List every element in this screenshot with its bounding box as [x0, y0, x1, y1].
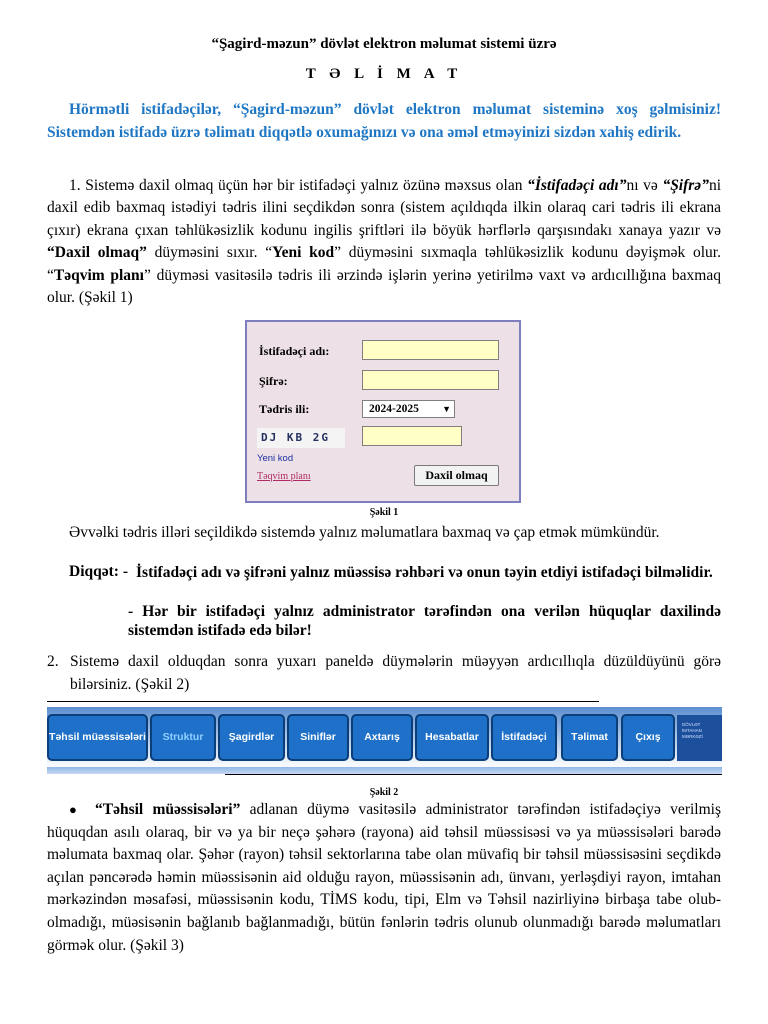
calendar-plan-link[interactable]: Təqvim planı — [257, 471, 311, 482]
nav-panel-figure — [47, 707, 722, 774]
document-title: “Şagird-məzun” dövlət elektron məlumat sistemi üzrə — [211, 36, 557, 52]
step-2-text: Sistemə daxil olduqdan sonra yuxarı paneldə düymələrin müəyyən ardıcıllıqla düzüldüyünü görə bilərsiniz. (Şəkil 2) — [70, 653, 721, 693]
para1-text-6: ” düyməsi vasitəsilə tədris ili ərzində işlərin yerinə yetirilmə vaxt və ardıcıllığına baxmaq olur. (Şəkil 1) — [47, 266, 721, 307]
new-code-link[interactable]: Yeni kod — [257, 453, 294, 464]
nav-button-structure[interactable]: Struktur — [150, 714, 216, 761]
figure-2-caption: Şəkil 2 — [369, 787, 399, 798]
previous-years-paragraph: Əvvəlki tədris illəri seçildikdə sistemdə yalnız məlumatlara baxmaq və çap etmək mümkündür. — [69, 524, 660, 541]
nav-button-education-institutions[interactable]: Təhsil müəssisələri — [47, 714, 148, 761]
figure-1-caption: Şəkil 1 — [369, 507, 399, 518]
password-input[interactable] — [362, 370, 499, 390]
para1-username-term: “İstifadəçi adı” — [527, 177, 627, 194]
para1-text-1: 1. Sistemə daxil olmaq üçün hər bir istifadəçi yalnız özünə məxsus olan — [69, 177, 528, 194]
login-form-figure — [245, 320, 521, 503]
nav-button-user[interactable]: İstifadəçi — [491, 714, 557, 761]
school-year-value: 2024-2025 — [369, 403, 419, 415]
nav-button-reports[interactable]: Hesabatlar — [415, 714, 489, 761]
document-subtitle: T Ə L İ M A T — [305, 66, 463, 82]
instruction-paragraph-1 — [47, 175, 721, 309]
para1-password-term: “Şifrə” — [662, 177, 709, 194]
para1-calendar-term: Təqvim planı — [53, 266, 144, 284]
bullet-paragraph-institutions — [47, 799, 721, 957]
username-label: İstifadəçi adı: — [259, 344, 330, 358]
bullet-body: adlanan düymə vasitəsilə administrator tərəfindən istifadəçiyə verilmiş hüquqdan asılı olaraq, bir və ya bir neçə şəhərə (rayona) aid təhsil müəssisəsi və ya müəssisələri barədə məlumata baxmaq olar. Şəhər (rayon) təhsil sektorlarına tabe olan müvafiq bir təhsil müəssisəsini seçdikdə açılan pəncərədə həmin müəssisənin aid olduğu rayon, müəssisənin adı, ünvanı, yerləşdiyi rayon, imtahan mərkəzindən məsafəsi, müəssisənin kodu, TİMS kodu, tipi, Elm və Təhsil nazirliyinə birbaşa tabe olub-olmadığı, müəsisənin bağlanıb bağlanmadığı, bütün fənlərin tədris olunub olunmadığı barədə məlumatları görmək olur. (Şəkil 3) — [47, 801, 721, 954]
bullet-icon: ● — [69, 802, 77, 817]
para1-text-3: ni daxil edib baxmaq istədiyi tədris ilini seçdikdən sonra (sistem açıldıqda ilkin olaraq cari tədris ili ekrana çıxır) ekrana çıxan təhlükəsizlik kodunu ingilis şriftləri ilə böyük hərflərlə qarşısındakı xanaya yazır və — [47, 177, 721, 239]
para1-login-term: “Daxil olmaq” — [47, 244, 147, 262]
divider-line-2 — [225, 774, 722, 775]
password-label: Şifrə: — [259, 374, 288, 388]
para1-newcode-term: Yeni kod — [272, 244, 335, 262]
step-2-number: 2. — [47, 653, 59, 670]
login-button[interactable]: Daxil olmaq — [414, 465, 499, 486]
bullet-term: “Təhsil müəssisələri” — [95, 801, 241, 818]
welcome-paragraph: Hörmətli istifadəçilər, “Şagird-məzun” dövlət elektron məlumat sisteminə xoş gəlmisiniz! Sistemdən istifadə üzrə təlimatı diqqətlə oxumağınızı və ona əməl etməyinizi sizdən xahiş edirik. — [47, 101, 721, 141]
state-exam-center-logo: DÖVLƏT İMTAHAN MƏRKƏZİ — [677, 715, 722, 761]
nav-button-search[interactable]: Axtarış — [351, 714, 413, 761]
nav-panel-bottom-bar — [47, 767, 722, 774]
para1-text-4: düyməsini sıxır. “ — [146, 244, 273, 262]
captcha-image: DJ KB 2G — [257, 428, 345, 448]
chevron-down-icon: ▼ — [442, 404, 451, 414]
school-year-select[interactable] — [362, 400, 455, 418]
para1-text-2: nı və — [626, 177, 663, 194]
attention-item-2: - Hər bir istifadəçi yalnız administrator tərəfindən ona verilən hüquqlar daxilində sistemdən istifadə edə bilər! — [128, 603, 721, 639]
attention-item-1: İstifadəçi adı və şifrəni yalnız müəssisə rəhbəri və onun təyin etdiyi istifadəçi bilməlidir. — [136, 564, 713, 581]
nav-button-classes[interactable]: Siniflər — [287, 714, 349, 761]
nav-button-students[interactable]: Şagirdlər — [218, 714, 285, 761]
bullet-text — [47, 799, 721, 957]
username-input[interactable] — [362, 340, 499, 360]
school-year-label: Tədris ili: — [259, 402, 310, 416]
divider-line — [47, 701, 599, 702]
nav-button-manual[interactable]: Təlimat — [561, 714, 618, 761]
captcha-input[interactable] — [362, 426, 462, 446]
para1-text-5: ” düyməsini sıxmaqla təhlükəsizlik kodunu dəyişmək olur. “ — [47, 244, 721, 284]
nav-button-exit[interactable]: Çıxış — [621, 714, 675, 761]
attention-label: Diqqət: - — [69, 563, 128, 580]
